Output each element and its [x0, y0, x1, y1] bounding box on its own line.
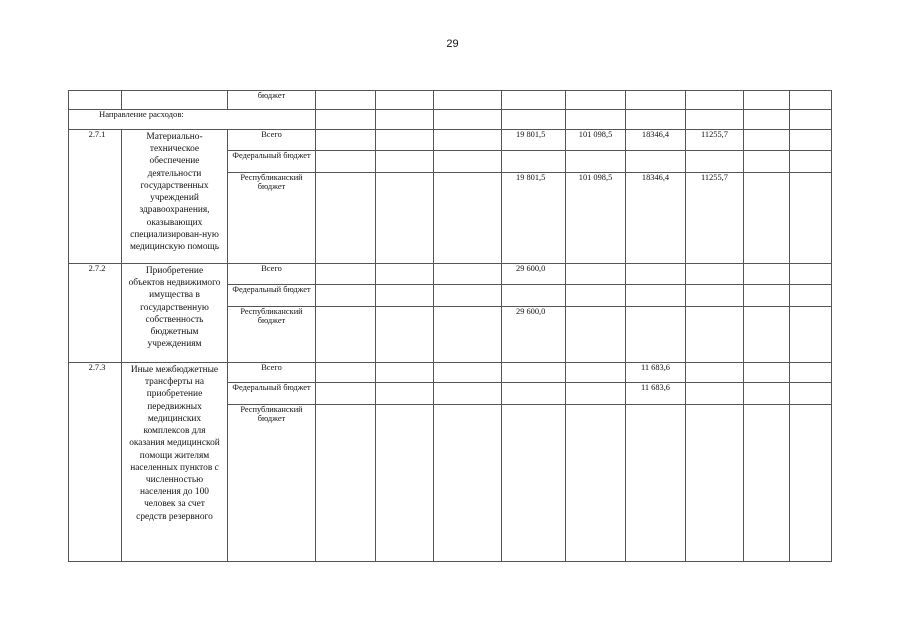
- row-description: Приобретение объектов недвижимого имущества в государственную собственность бюджетным учреждениям: [122, 264, 228, 363]
- budget-table: [68, 90, 832, 562]
- section-title-row: [69, 110, 832, 130]
- value-cell: 18346,4: [626, 173, 686, 264]
- value-cell: 101 098,5: [566, 173, 626, 264]
- value-cell: 101 098,5: [566, 130, 626, 151]
- table-row: [69, 91, 832, 110]
- budget-type: Республиканский бюджет: [228, 405, 316, 562]
- table-row: [69, 363, 832, 383]
- value-cell: 19 801,5: [502, 173, 566, 264]
- row-number: 2.7.1: [69, 130, 122, 264]
- row-number: 2.7.3: [69, 363, 122, 562]
- budget-type: Республиканский бюджет: [228, 173, 316, 264]
- budget-type: Всего: [228, 363, 316, 383]
- budget-type: Федеральный бюджет: [228, 383, 316, 405]
- budget-label: бюджет: [228, 91, 316, 110]
- value-cell: 11255,7: [686, 173, 744, 264]
- value-cell: 29 600,0: [502, 307, 566, 363]
- table-row: [69, 130, 832, 151]
- budget-type: Федеральный бюджет: [228, 151, 316, 173]
- value-cell: 19 801,5: [502, 130, 566, 151]
- section-title: Направление расходов:: [69, 110, 316, 130]
- value-cell: 11255,7: [686, 130, 744, 151]
- row-description: Материально-техническое обеспечение деятельности государственных учреждений здравоохранения, оказывающих специализирован-ную медицинскую помощь: [122, 130, 228, 264]
- budget-type: Республиканский бюджет: [228, 307, 316, 363]
- budget-type: Всего: [228, 264, 316, 285]
- row-description: Иные межбюджетные трансферты на приобретение передвижных медицинских комплексов для оказания медицинской помощи жителям населенных пунктов с численностью населения до 100 человек за счет средств резервного: [122, 363, 228, 562]
- row-number: 2.7.2: [69, 264, 122, 363]
- budget-type: Всего: [228, 130, 316, 151]
- page-number: 29: [446, 38, 459, 50]
- table-row: [69, 264, 832, 285]
- budget-type: Федеральный бюджет: [228, 285, 316, 307]
- value-cell: 29 600,0: [502, 264, 566, 285]
- value-cell: 11 683,6: [626, 363, 686, 383]
- value-cell: 18346,4: [626, 130, 686, 151]
- value-cell: 11 683,6: [626, 383, 686, 405]
